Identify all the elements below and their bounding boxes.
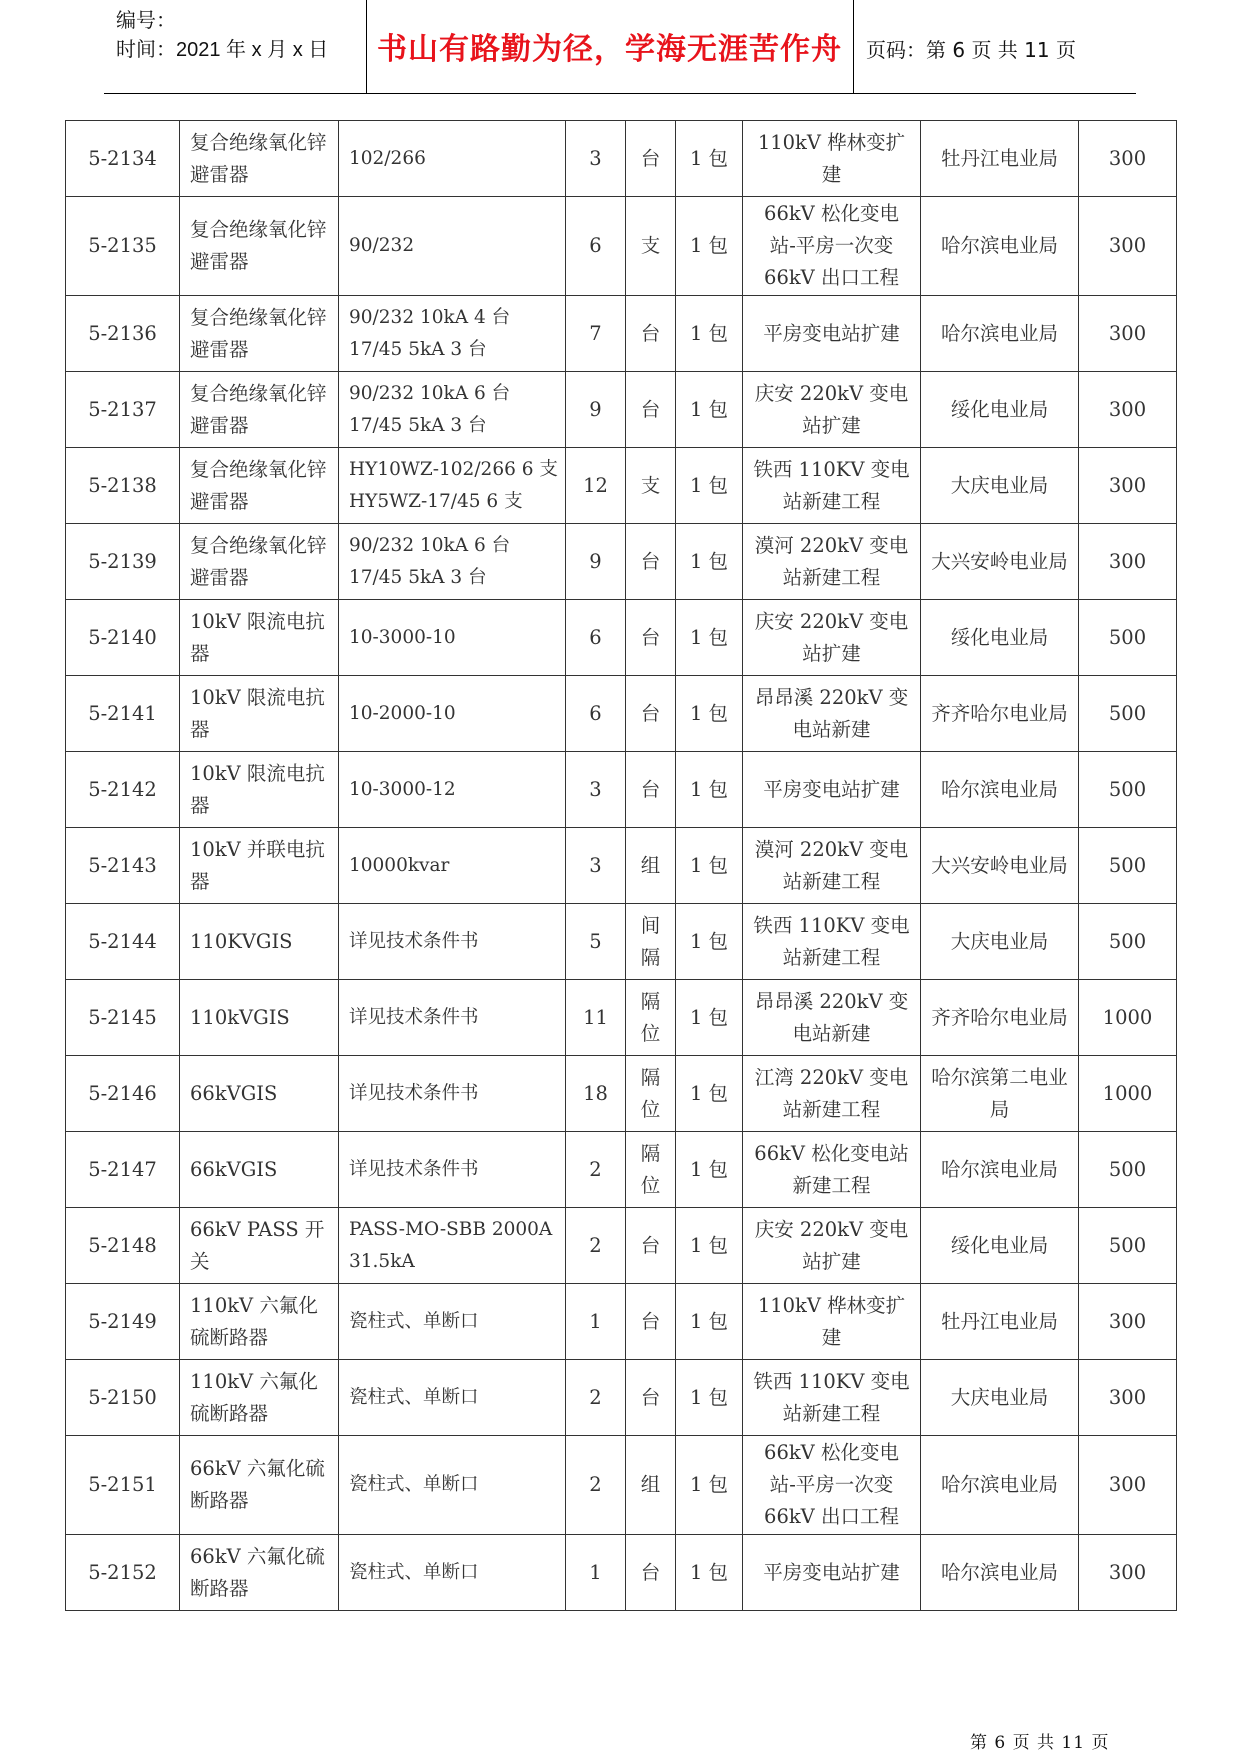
- item-code: 5-2139: [66, 524, 180, 600]
- item-quantity: 3: [566, 121, 626, 197]
- spec-line: 17/45 5kA 3 台: [349, 414, 487, 436]
- item-bureau: 哈尔滨电业局: [921, 1132, 1079, 1208]
- table-row: [66, 1208, 1177, 1284]
- spec-line: 瓷柱式、单断口: [349, 1386, 479, 1408]
- item-price: 500: [1079, 600, 1177, 676]
- item-code: 5-2143: [66, 828, 180, 904]
- item-unit: 台: [626, 1284, 676, 1360]
- item-code: 5-2151: [66, 1436, 180, 1535]
- item-name: 110kV 六氟化硫断路器: [180, 1360, 339, 1436]
- item-project: 昂昂溪 220kV 变电站新建: [743, 980, 921, 1056]
- spec-line: PASS-MO-SBB 2000A: [349, 1218, 553, 1240]
- spec-line: 102/266: [349, 147, 426, 169]
- spec-line: 瓷柱式、单断口: [349, 1310, 479, 1332]
- item-spec: [339, 1535, 566, 1611]
- spec-line: 17/45 5kA 3 台: [349, 566, 487, 588]
- table-row: [66, 1436, 1177, 1535]
- table-row: [66, 296, 1177, 372]
- item-bureau: 哈尔滨电业局: [921, 296, 1079, 372]
- item-project: 漠河 220kV 变电站新建工程: [743, 524, 921, 600]
- item-spec: [339, 1360, 566, 1436]
- item-unit: 支: [626, 448, 676, 524]
- item-price: 500: [1079, 752, 1177, 828]
- page-header: [104, 0, 1136, 94]
- item-name: 66kV 六氟化硫断路器: [180, 1535, 339, 1611]
- item-bureau: 大庆电业局: [921, 1360, 1079, 1436]
- item-quantity: 6: [566, 197, 626, 296]
- item-code: 5-2142: [66, 752, 180, 828]
- item-price: 300: [1079, 296, 1177, 372]
- item-bureau: 哈尔滨电业局: [921, 752, 1079, 828]
- spec-line: 17/45 5kA 3 台: [349, 338, 487, 360]
- item-name: 复合绝缘氧化锌避雷器: [180, 121, 339, 197]
- table-row: [66, 1056, 1177, 1132]
- item-price: 500: [1079, 1132, 1177, 1208]
- item-package: 1 包: [676, 1284, 743, 1360]
- item-package: 1 包: [676, 828, 743, 904]
- item-project: 平房变电站扩建: [743, 752, 921, 828]
- item-bureau: 齐齐哈尔电业局: [921, 980, 1079, 1056]
- item-bureau: 哈尔滨第二电业局: [921, 1056, 1079, 1132]
- item-name: 110KVGIS: [180, 904, 339, 980]
- item-name: 复合绝缘氧化锌避雷器: [180, 524, 339, 600]
- item-spec: [339, 448, 566, 524]
- spec-line: 90/232 10kA 6 台: [349, 382, 511, 404]
- item-spec: [339, 676, 566, 752]
- item-unit: 台: [626, 1208, 676, 1284]
- item-price: 300: [1079, 1436, 1177, 1535]
- spec-line: 31.5kA: [349, 1250, 415, 1272]
- item-code: 5-2138: [66, 448, 180, 524]
- number-label: 编号：: [116, 10, 176, 32]
- item-spec: [339, 980, 566, 1056]
- item-bureau: 大兴安岭电业局: [921, 524, 1079, 600]
- item-name: 复合绝缘氧化锌避雷器: [180, 197, 339, 296]
- item-unit: 台: [626, 752, 676, 828]
- item-unit: 台: [626, 524, 676, 600]
- table-row: [66, 676, 1177, 752]
- table-row: [66, 448, 1177, 524]
- item-name: 66kV PASS 开关: [180, 1208, 339, 1284]
- item-code: 5-2134: [66, 121, 180, 197]
- table-row: [66, 752, 1177, 828]
- header-meta: [116, 0, 366, 93]
- item-package: 1 包: [676, 676, 743, 752]
- table-row: [66, 1132, 1177, 1208]
- item-unit: 隔位: [626, 1056, 676, 1132]
- item-code: 5-2147: [66, 1132, 180, 1208]
- item-project: 66kV 松化变电站-平房一次变 66kV 出口工程: [743, 197, 921, 296]
- footer-page-info: 第 6 页 共 11 页: [970, 1733, 1110, 1753]
- item-name: 66kVGIS: [180, 1056, 339, 1132]
- table-row: [66, 600, 1177, 676]
- item-project: 平房变电站扩建: [743, 296, 921, 372]
- item-unit: 台: [626, 296, 676, 372]
- item-package: 1 包: [676, 448, 743, 524]
- item-project: 庆安 220kV 变电站扩建: [743, 372, 921, 448]
- item-quantity: 3: [566, 752, 626, 828]
- item-code: 5-2136: [66, 296, 180, 372]
- item-code: 5-2148: [66, 1208, 180, 1284]
- item-name: 10kV 限流电抗器: [180, 676, 339, 752]
- item-bureau: 牡丹江电业局: [921, 1284, 1079, 1360]
- item-price: 300: [1079, 524, 1177, 600]
- item-quantity: 7: [566, 296, 626, 372]
- item-spec: [339, 197, 566, 296]
- item-unit: 支: [626, 197, 676, 296]
- item-name: 复合绝缘氧化锌避雷器: [180, 372, 339, 448]
- table-row: [66, 1360, 1177, 1436]
- item-code: 5-2137: [66, 372, 180, 448]
- item-price: 300: [1079, 1535, 1177, 1611]
- item-quantity: 2: [566, 1360, 626, 1436]
- item-unit: 台: [626, 600, 676, 676]
- item-quantity: 1: [566, 1284, 626, 1360]
- item-price: 500: [1079, 904, 1177, 980]
- item-bureau: 哈尔滨电业局: [921, 1436, 1079, 1535]
- item-project: 昂昂溪 220kV 变电站新建: [743, 676, 921, 752]
- item-name: 66kV 六氟化硫断路器: [180, 1436, 339, 1535]
- item-package: 1 包: [676, 524, 743, 600]
- item-code: 5-2144: [66, 904, 180, 980]
- item-package: 1 包: [676, 372, 743, 448]
- item-quantity: 2: [566, 1132, 626, 1208]
- item-bureau: 绥化电业局: [921, 372, 1079, 448]
- item-spec: [339, 121, 566, 197]
- item-unit: 台: [626, 372, 676, 448]
- item-project: 66kV 松化变电站新建工程: [743, 1132, 921, 1208]
- item-quantity: 9: [566, 372, 626, 448]
- spec-line: 详见技术条件书: [349, 930, 479, 952]
- item-price: 500: [1079, 828, 1177, 904]
- item-quantity: 9: [566, 524, 626, 600]
- item-unit: 台: [626, 121, 676, 197]
- item-spec: [339, 372, 566, 448]
- item-spec: [339, 1132, 566, 1208]
- item-bureau: 哈尔滨电业局: [921, 1535, 1079, 1611]
- header-divider: [853, 0, 854, 93]
- item-unit: 台: [626, 1535, 676, 1611]
- item-quantity: 2: [566, 1208, 626, 1284]
- item-code: 5-2145: [66, 980, 180, 1056]
- item-bureau: 牡丹江电业局: [921, 121, 1079, 197]
- item-code: 5-2146: [66, 1056, 180, 1132]
- item-package: 1 包: [676, 1535, 743, 1611]
- item-quantity: 18: [566, 1056, 626, 1132]
- spec-line: 90/232: [349, 235, 415, 256]
- item-code: 5-2140: [66, 600, 180, 676]
- item-quantity: 11: [566, 980, 626, 1056]
- item-spec: [339, 752, 566, 828]
- item-price: 300: [1079, 448, 1177, 524]
- spec-line: HY10WZ-102/266 6 支: [349, 458, 558, 480]
- header-motto: 书山有路勤为径，学海无涯苦作舟: [377, 32, 842, 67]
- item-package: 1 包: [676, 904, 743, 980]
- item-bureau: 大庆电业局: [921, 904, 1079, 980]
- item-quantity: 1: [566, 1535, 626, 1611]
- spec-line: 10-3000-12: [349, 778, 456, 800]
- date-label: 时间：2021 年 x 月 x 日: [116, 39, 329, 61]
- item-unit: 间隔: [626, 904, 676, 980]
- equipment-table: [65, 120, 1177, 1611]
- item-name: 10kV 限流电抗器: [180, 752, 339, 828]
- item-quantity: 5: [566, 904, 626, 980]
- item-name: 10kV 限流电抗器: [180, 600, 339, 676]
- item-spec: [339, 904, 566, 980]
- item-price: 500: [1079, 676, 1177, 752]
- item-spec: [339, 296, 566, 372]
- item-package: 1 包: [676, 980, 743, 1056]
- item-unit: 台: [626, 1360, 676, 1436]
- item-price: 300: [1079, 121, 1177, 197]
- item-price: 300: [1079, 372, 1177, 448]
- item-project: 江湾 220kV 变电站新建工程: [743, 1056, 921, 1132]
- item-spec: [339, 600, 566, 676]
- table-row: [66, 372, 1177, 448]
- item-name: 66kVGIS: [180, 1132, 339, 1208]
- item-unit: 隔位: [626, 980, 676, 1056]
- item-project: 漠河 220kV 变电站新建工程: [743, 828, 921, 904]
- item-package: 1 包: [676, 1360, 743, 1436]
- item-quantity: 3: [566, 828, 626, 904]
- item-project: 110kV 桦林变扩建: [743, 121, 921, 197]
- item-quantity: 6: [566, 676, 626, 752]
- item-project: 铁西 110KV 变电站新建工程: [743, 1360, 921, 1436]
- item-project: 铁西 110KV 变电站新建工程: [743, 904, 921, 980]
- item-project: 铁西 110KV 变电站新建工程: [743, 448, 921, 524]
- item-code: 5-2135: [66, 197, 180, 296]
- item-bureau: 大庆电业局: [921, 448, 1079, 524]
- item-price: 300: [1079, 197, 1177, 296]
- item-code: 5-2149: [66, 1284, 180, 1360]
- item-bureau: 绥化电业局: [921, 600, 1079, 676]
- item-name: 复合绝缘氧化锌避雷器: [180, 448, 339, 524]
- item-spec: [339, 1436, 566, 1535]
- item-package: 1 包: [676, 752, 743, 828]
- item-package: 1 包: [676, 1436, 743, 1535]
- spec-line: 90/232 10kA 4 台: [349, 306, 511, 328]
- item-price: 1000: [1079, 1056, 1177, 1132]
- item-spec: [339, 1056, 566, 1132]
- item-quantity: 12: [566, 448, 626, 524]
- item-package: 1 包: [676, 296, 743, 372]
- item-spec: [339, 524, 566, 600]
- item-price: 1000: [1079, 980, 1177, 1056]
- spec-line: 90/232 10kA 6 台: [349, 534, 511, 556]
- item-code: 5-2150: [66, 1360, 180, 1436]
- table-row: [66, 197, 1177, 296]
- item-bureau: 绥化电业局: [921, 1208, 1079, 1284]
- item-package: 1 包: [676, 121, 743, 197]
- table-row: [66, 980, 1177, 1056]
- table-row: [66, 828, 1177, 904]
- item-package: 1 包: [676, 197, 743, 296]
- spec-line: 详见技术条件书: [349, 1006, 479, 1028]
- table-row: [66, 524, 1177, 600]
- item-spec: [339, 1284, 566, 1360]
- spec-line: 瓷柱式、单断口: [349, 1474, 479, 1495]
- item-project: 平房变电站扩建: [743, 1535, 921, 1611]
- spec-line: 10-3000-10: [349, 626, 456, 648]
- header-page-info: 页码：第 6 页 共 11 页: [866, 38, 1076, 62]
- item-project: 110kV 桦林变扩建: [743, 1284, 921, 1360]
- item-package: 1 包: [676, 1056, 743, 1132]
- item-quantity: 2: [566, 1436, 626, 1535]
- item-bureau: 大兴安岭电业局: [921, 828, 1079, 904]
- spec-line: 10000kvar: [349, 854, 450, 876]
- table-body: [66, 121, 1177, 1611]
- table-row: [66, 1284, 1177, 1360]
- item-price: 300: [1079, 1360, 1177, 1436]
- item-unit: 组: [626, 1436, 676, 1535]
- table-row: [66, 121, 1177, 197]
- table-row: [66, 1535, 1177, 1611]
- item-project: 庆安 220kV 变电站扩建: [743, 1208, 921, 1284]
- item-unit: 组: [626, 828, 676, 904]
- item-price: 500: [1079, 1208, 1177, 1284]
- item-package: 1 包: [676, 1208, 743, 1284]
- item-name: 110kVGIS: [180, 980, 339, 1056]
- item-package: 1 包: [676, 600, 743, 676]
- spec-line: 瓷柱式、单断口: [349, 1561, 479, 1583]
- item-code: 5-2152: [66, 1535, 180, 1611]
- spec-line: HY5WZ-17/45 6 支: [349, 490, 523, 512]
- item-price: 300: [1079, 1284, 1177, 1360]
- item-name: 110kV 六氟化硫断路器: [180, 1284, 339, 1360]
- item-bureau: 齐齐哈尔电业局: [921, 676, 1079, 752]
- spec-line: 详见技术条件书: [349, 1158, 479, 1180]
- item-bureau: 哈尔滨电业局: [921, 197, 1079, 296]
- item-project: 庆安 220kV 变电站扩建: [743, 600, 921, 676]
- item-quantity: 6: [566, 600, 626, 676]
- spec-line: 详见技术条件书: [349, 1082, 479, 1104]
- item-unit: 隔位: [626, 1132, 676, 1208]
- item-spec: [339, 828, 566, 904]
- item-name: 10kV 并联电抗器: [180, 828, 339, 904]
- item-unit: 台: [626, 676, 676, 752]
- item-package: 1 包: [676, 1132, 743, 1208]
- item-name: 复合绝缘氧化锌避雷器: [180, 296, 339, 372]
- item-project: 66kV 松化变电站-平房一次变 66kV 出口工程: [743, 1436, 921, 1535]
- item-code: 5-2141: [66, 676, 180, 752]
- item-spec: [339, 1208, 566, 1284]
- table-row: [66, 904, 1177, 980]
- spec-line: 10-2000-10: [349, 702, 456, 724]
